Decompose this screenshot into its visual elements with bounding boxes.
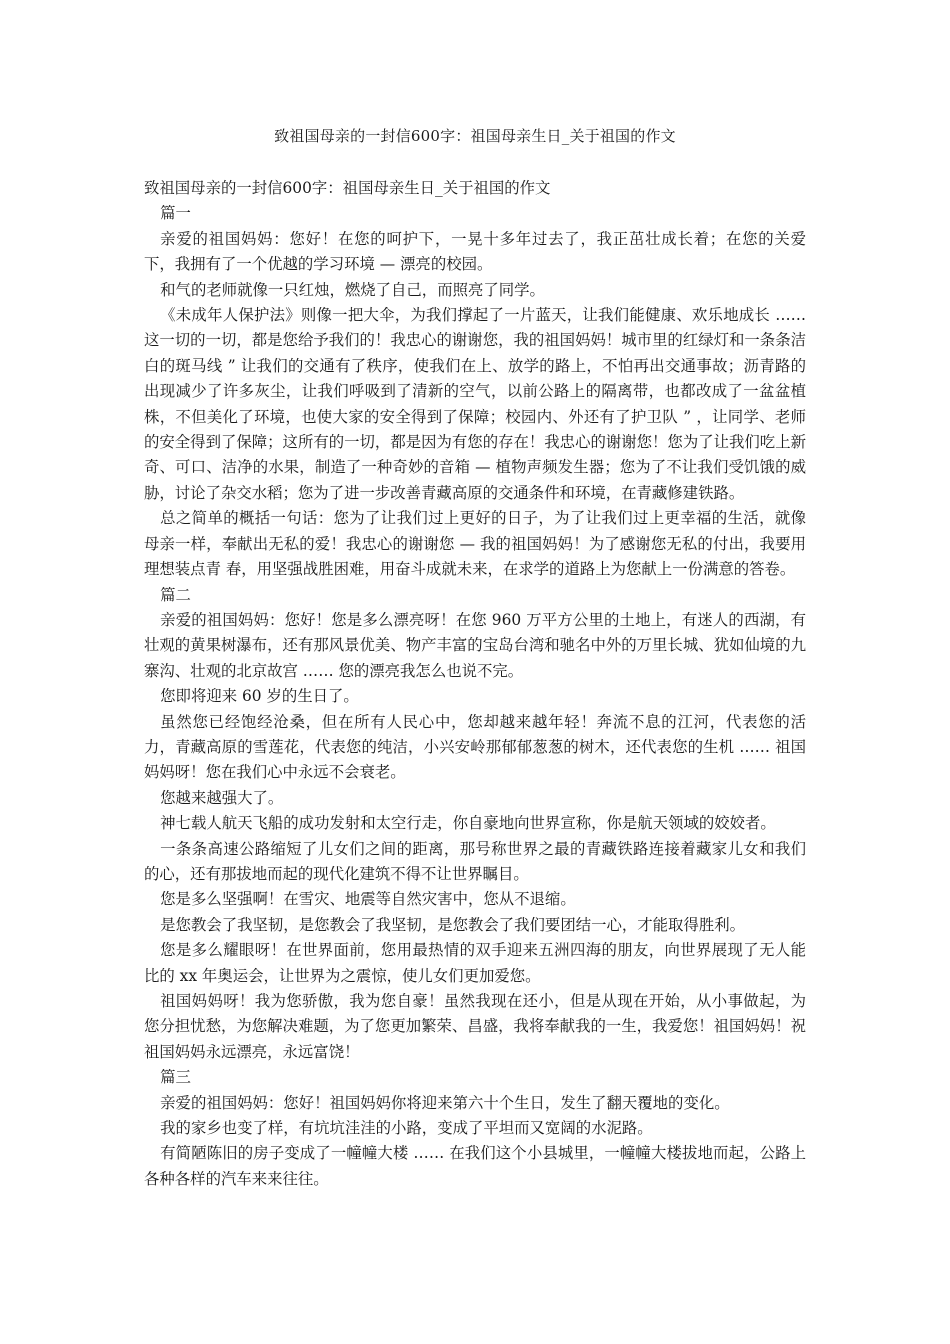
paragraph: 《未成年人保护法》则像一把大伞，为我们撑起了一片蓝天，让我们能健康、欢乐地成长 …… 这一切的一切，都是您给予我们的！我忠心的谢谢您，我的祖国妈妈！城市里的红绿灯和一条条洁白的斑马线 ” 让我们的交通有了秩序，使我们在上、放学的路上，不怕再出交通事故；沥青路的出现减少了许多灰尘，让我们呼吸到了清新的空气，以前公路上的隔离带，也都改成了一盆盆植株，不但美化了环境，也使大家的安全得到了保障；校园内、外还有了护卫队 ” ，让同学、老师的安全得到了保障；这所有的一切，都是因为有您的存在！我忠心的谢谢您！您为了让我们吃上新奇、可口、洁净的水果，制造了一种奇妙的音箱 — 植物声频发生器；您为了不让我们受饥饿的威胁，讨论了杂交水稻；您为了进一步改善青藏高原的交通条件和环境，在青藏修建铁路。 [144, 306, 806, 502]
paragraph: 是您教会了我坚韧，是您教会了我坚韧，是您教会了我们要团结一心，才能取得胜利。 [160, 915, 746, 934]
paragraph: 您即将迎来 60 岁的生日了。 [160, 687, 359, 706]
paragraph: 我的家乡也变了样，有坑坑洼洼的小路，变成了平坦而又宽阔的水泥路。 [160, 1119, 653, 1138]
paragraph: 您是多么耀眼呀！在世界面前，您用最热情的双手迎来五洲四海的朋友，向世界展现了无人能比的 xx 年奥运会，让世界为之震惊，使儿女们更加爱您。 [144, 941, 806, 985]
paragraph: 一条条高速公路缩短了儿女们之间的距离，那号称世界之最的青藏铁路连接着藏家儿女和我们的心，还有那拔地而起的现代化建筑不得不让世界瞩目。 [144, 839, 806, 883]
paragraph: 您是多么坚强啊！在雪灾、地震等自然灾害中，您从不退缩。 [160, 890, 576, 909]
paragraph: 亲爱的祖国妈妈：您好！在您的呵护下，一晃十多年过去了，我正茁壮成长着；在您的关爱下，我拥有了一个优越的学习环境 — 漂亮的校园。 [144, 229, 806, 274]
paragraph: 亲爱的祖国妈妈：您好！祖国妈妈你将迎来第六十个生日，发生了翻天覆地的变化。 [160, 1093, 730, 1112]
paragraph: 有简陋陈旧的房子变成了一幢幢大楼 …… 在我们这个小县城里，一幢幢大楼拔地而起，公路上各种各样的汽车来来往往。 [144, 1144, 806, 1188]
paragraph: 亲爱的祖国妈妈：您好！您是多么漂亮呀！在您 960 万平方公里的土地上，有迷人的西湖，有壮观的黄果树瀑布，还有那风景优美、物产丰富的宝岛台湾和驰名中外的万里长城、犹如仙境的九寨沟、壮观的北京故宫 …… 您的漂亮我怎么也说不完。 [144, 610, 806, 680]
paragraph: 虽然您已经饱经沧桑，但在所有人民心中，您却越来越年轻！奔流不息的江河，代表您的活力，青藏高原的雪莲花，代表您的纯洁，小兴安岭那郁郁葱葱的树木，还代表您的生机 …… 祖国妈妈呀！您在我们心中永远不会衰老。 [144, 712, 806, 782]
paragraph: 神七载人航天飞船的成功发射和太空行走，你自豪地向世界宣称，你是航天领域的姣姣者。 [160, 814, 776, 833]
section-heading: 篇三 [160, 1068, 191, 1087]
paragraph: 您越来越强大了。 [160, 788, 284, 807]
section-heading: 篇二 [160, 585, 191, 604]
document-subtitle: 致祖国母亲的一封信600字：祖国母亲生日_关于祖国的作文 [144, 179, 551, 197]
document-body [144, 176, 806, 1192]
section-heading: 篇一 [160, 204, 191, 223]
paragraph: 和气的老师就像一只红烛，燃烧了自己，而照亮了同学。 [160, 280, 545, 299]
document-title: 致祖国母亲的一封信600字：祖国母亲生日_关于祖国的作文 [274, 127, 676, 145]
paragraph: 祖国妈妈呀！我为您骄傲，我为您自豪！虽然我现在还小，但是从现在开始，从小事做起，为您分担忧愁，为您解决难题，为了您更加繁荣、昌盛，我将奉献我的一生，我爱您！祖国妈妈！祝祖国妈妈永远漂亮，永远富饶！ [144, 992, 806, 1061]
paragraph: 总之简单的概括一句话：您为了让我们过上更好的日子，为了让我们过上更幸福的生活，就像母亲一样，奉献出无私的爱！我忠心的谢谢您 — 我的祖国妈妈！为了感谢您无私的付出，我要用理想装点青 春，用坚强战胜困难，用奋斗成就未来，在求学的道路上为您献上一份满意的答卷。 [144, 509, 806, 579]
